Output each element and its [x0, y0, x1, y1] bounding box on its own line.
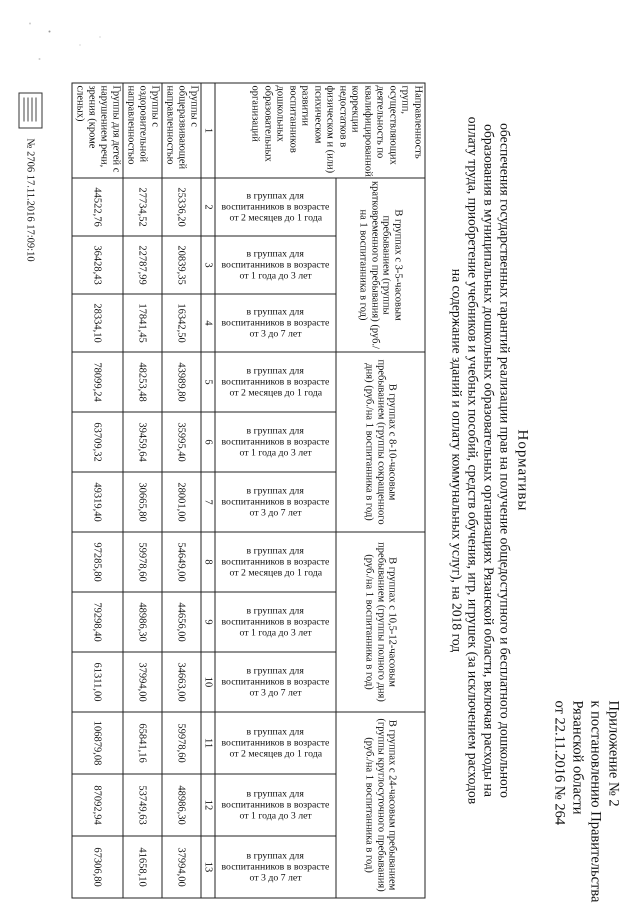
column-number: 6 [201, 412, 215, 472]
row-label: Группы с общеразвивающей направленностью [162, 83, 201, 178]
subheader-age-3y-7y: в группах для воспитанников в возрасте от 3 до 7 лет [221, 485, 329, 519]
scan-speck [79, 44, 80, 45]
column-number: 11 [201, 712, 215, 774]
subheader-age-2m-1y: в группах для воспитанников в возрасте от 2 месяцев до 1 года [221, 365, 329, 399]
subheader-age-3y-7y: в группах для воспитанников в возрасте от 3 до 7 лет [221, 665, 329, 699]
document-title: Нормативы [514, 428, 530, 511]
value-cell: 28334,10 [72, 294, 123, 352]
column-number: 8 [201, 532, 215, 592]
subheader-cell [215, 592, 336, 652]
group-header-reduced-day: В группах с 8-10-часовым пребыванием (группы сокращенного дня) (руб./на 1 воспитанника в год) [336, 352, 425, 532]
column-number: 7 [201, 472, 215, 532]
subheader-cell [215, 294, 336, 352]
value-cell: 41658,10 [123, 836, 162, 898]
subheader-age-1y-3y: в группах для воспитанников в возрасте от 1 года до 3 лет [221, 425, 329, 459]
value-cell: 34663,00 [162, 652, 201, 712]
row-label: Группы с оздоровительной направленностью [123, 83, 162, 178]
subheader-cell [215, 836, 336, 898]
value-cell: 37994,00 [162, 836, 201, 898]
document-subtitle: обеспечения государственных гарантий реализации прав на получение общедоступного и бесплатного дошкольного образования в муниципальных дошкольных образовательных организациях Рязанской области, включая расходы на оплату труда, приобретение учебников и учебных пособий, средств обучения, игр, игрушек (за исключением расходов на содержание зданий и оплату коммунальных услуг), на 2018 год [449, 116, 512, 804]
column-number: 9 [201, 592, 215, 652]
value-cell: 44656,00 [162, 592, 201, 652]
value-cell: 48253,48 [123, 352, 162, 412]
value-cell: 78099,24 [72, 352, 123, 412]
column-number: 2 [201, 178, 215, 236]
value-cell: 106879,08 [72, 712, 123, 774]
normatives-table-wrapper [71, 82, 425, 897]
row-label: Группы для детей с нарушением речи, зрения (кроме сленых) [72, 83, 123, 178]
table-row-speech-vision [72, 83, 123, 898]
group-header-round-the-clock: В группах с 24-часовым пребыванием (группы круглосуточного пребывания) (руб./на 1 воспитанника в год) [336, 712, 425, 898]
value-cell: 22787,99 [123, 236, 162, 294]
registration-number: № 2706 17.11.2016 17:09:10 [24, 138, 36, 262]
appendix-line-2: к постановлению Правительства [587, 700, 603, 902]
value-cell: 48986,30 [162, 774, 201, 836]
column-number-row [201, 83, 215, 898]
subheader-cell [215, 412, 336, 472]
value-cell: 97285,80 [72, 532, 123, 592]
value-cell: 63709,32 [72, 412, 123, 472]
value-cell: 25336,20 [162, 178, 201, 236]
value-cell: 54649,00 [162, 532, 201, 592]
subheader-cell [215, 236, 336, 294]
appendix-line-3: Рязанской области [569, 700, 585, 814]
value-cell: 17841,45 [123, 294, 162, 352]
value-cell: 48986,30 [123, 592, 162, 652]
subheader-cell [215, 774, 336, 836]
value-cell: 61311,00 [72, 652, 123, 712]
scan-speck [29, 22, 30, 24]
value-cell: 65841,16 [123, 712, 162, 774]
value-cell: 43989,80 [162, 352, 201, 412]
stamp-logo-icon [18, 92, 42, 128]
value-cell: 30665,80 [123, 472, 162, 532]
group-header-row [336, 83, 425, 898]
appendix-block [550, 700, 622, 902]
column-number: 5 [201, 352, 215, 412]
subheader-cell [215, 652, 336, 712]
scan-speck [99, 36, 100, 37]
value-cell: 16342,50 [162, 294, 201, 352]
value-cell: 35995,40 [162, 412, 201, 472]
value-cell: 49319,40 [72, 472, 123, 532]
row-header-cell: Направленность групп, осуществляющих деятельность по квалифицированной коррекции недостатков в физическом и (или) психическом развитии воспитанников дошкольных образовательных организаций [215, 83, 425, 178]
group-header-full-day: В группах с 10,5-12-часовым пребыванием (группы полного дня) (руб./на 1 воспитанника в год) [336, 532, 425, 712]
value-cell: 20839,35 [162, 236, 201, 294]
subheader-age-2m-1y: в группах для воспитанников в возрасте от 2 месяцев до 1 года [221, 190, 329, 223]
value-cell: 79298,40 [72, 592, 123, 652]
age-subheader-row [215, 83, 336, 898]
subheader-cell [215, 472, 336, 532]
value-cell: 37994,00 [123, 652, 162, 712]
value-cell: 27734,52 [123, 178, 162, 236]
subheader-cell [215, 178, 336, 236]
subheader-age-1y-3y: в группах для воспитанников в возрасте от 1 года до 3 лет [221, 788, 329, 822]
subheader-age-3y-7y: в группах для воспитанников в возрасте от 3 до 7 лет [221, 850, 329, 884]
group-header-short-stay: В группах с 3-5-часовым пребыванием (группы кратковременного пребывания) (руб./на 1 воспитанника в год) [336, 178, 425, 352]
column-number: 3 [201, 236, 215, 294]
subheader-age-2m-1y: в группах для воспитанников в возрасте от 2 месяцев до 1 года [221, 545, 329, 579]
subheader-age-3y-7y: в группах для воспитанников в возрасте от 3 до 7 лет [221, 306, 329, 340]
value-cell: 39459,64 [123, 412, 162, 472]
column-number: 12 [201, 774, 215, 836]
subheader-age-1y-3y: в группах для воспитанников в возрасте от 1 года до 3 лет [221, 248, 329, 281]
scan-speck [48, 30, 50, 32]
subheader-age-1y-3y: в группах для воспитанников в возрасте от 1 года до 3 лет [221, 605, 329, 639]
value-cell: 53749,63 [123, 774, 162, 836]
value-cell: 59978,60 [123, 532, 162, 592]
value-cell: 44522,76 [72, 178, 123, 236]
value-cell: 87092,94 [72, 774, 123, 836]
subheader-cell [215, 352, 336, 412]
subheader-cell [215, 532, 336, 592]
normatives-table [71, 82, 425, 898]
scan-speck [38, 58, 40, 59]
column-number: 10 [201, 652, 215, 712]
value-cell: 36428,43 [72, 236, 123, 294]
column-number: 4 [201, 294, 215, 352]
table-row-health [123, 83, 162, 898]
appendix-line-4: от 22.11.2016 № 264 [551, 700, 567, 825]
column-number: 13 [201, 836, 215, 898]
column-number: 1 [201, 83, 215, 178]
value-cell: 28001,00 [162, 472, 201, 532]
value-cell: 67306,80 [72, 836, 123, 898]
registration-stamp [18, 92, 42, 261]
table-row-general [162, 83, 201, 898]
subheader-cell [215, 712, 336, 774]
appendix-line-1: Приложение № 2 [605, 700, 621, 807]
subheader-age-2m-1y: в группах для воспитанников в возрасте от 2 месяцев до 1 года [221, 726, 329, 760]
value-cell: 59978,60 [162, 712, 201, 774]
